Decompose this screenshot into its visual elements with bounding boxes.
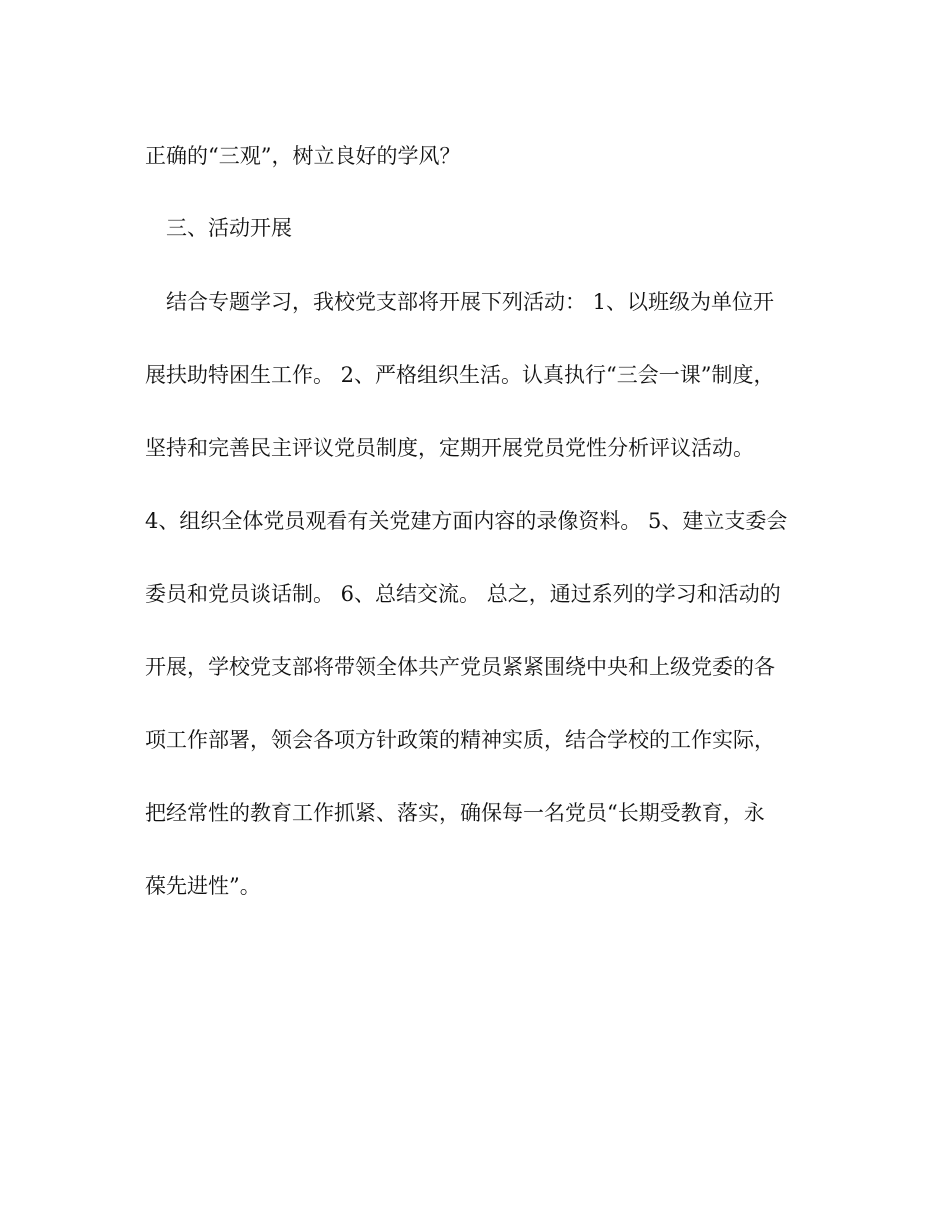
paragraph-line: 项工作部署，领会各项方针政策的精神实质，结合学校的工作实际， (145, 728, 775, 752)
paragraph-line: 委员和党员谈话制。 6、总结交流。 总之，通过系列的学习和活动的 (145, 582, 781, 606)
paragraph-line: 4、组织全体党员观看有关党建方面内容的录像资料。 5、建立支委会 (145, 509, 788, 533)
paragraph-line: 坚持和完善民主评议党员制度，定期开展党员党性分析评议活动。 (145, 436, 754, 460)
section-heading: 三、活动开展 (166, 216, 292, 240)
paragraph-line: 结合专题学习，我校党支部将开展下列活动： 1、以班级为单位开 (166, 290, 775, 314)
paragraph-line: 开展，学校党支部将带领全体共产党员紧紧围绕中央和上级党委的各 (145, 655, 775, 679)
paragraph-line: 展扶助特困生工作。 2、严格组织生活。认真执行“三会一课”制度， (145, 363, 775, 387)
paragraph-line: 葆先进性”。 (145, 874, 261, 898)
paragraph-line: 正确的“三观”，树立良好的学风？ (145, 144, 461, 168)
paragraph-line: 把经常性的教育工作抓紧、落实，确保每一名党员“长期受教育，永 (145, 801, 765, 825)
